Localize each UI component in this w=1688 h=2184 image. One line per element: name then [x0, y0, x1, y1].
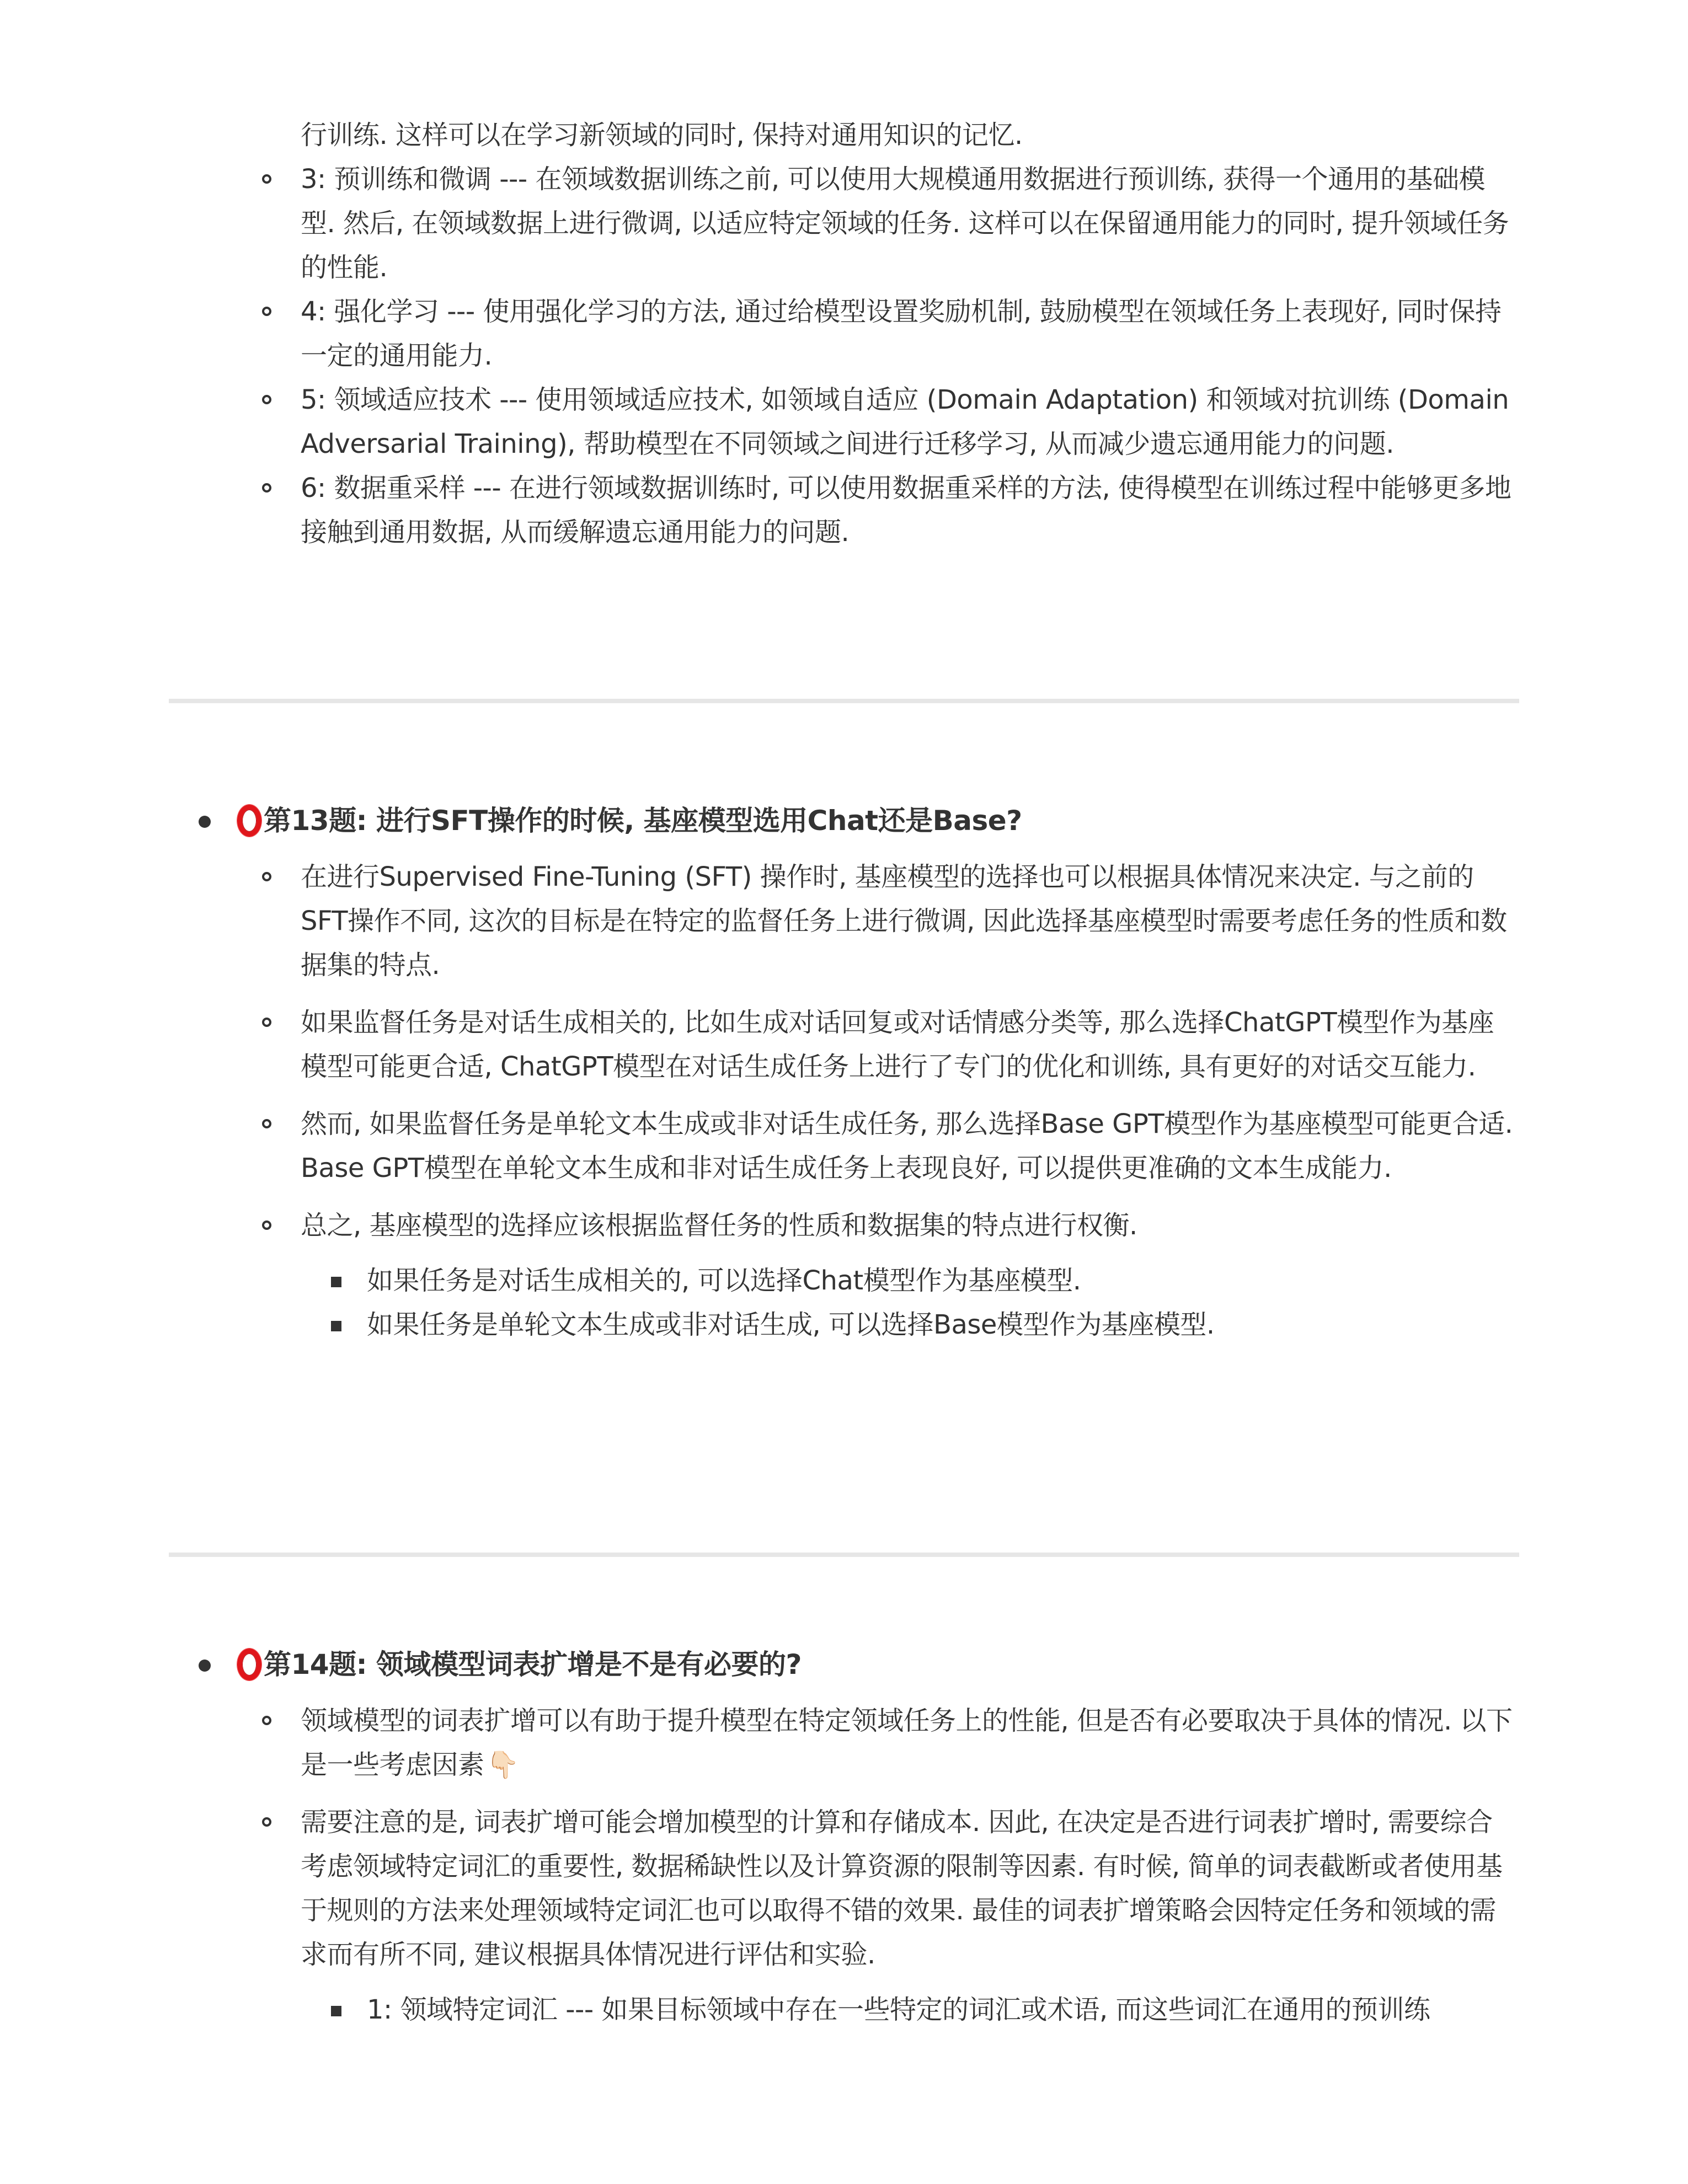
list-item — [301, 157, 1514, 290]
item-text: 3: 预训练和微调 --- 在领域数据训练之前, 可以使用大规模通用数据进行预训练, 获得一个通用的基础模型. 然后, 在领域数据上进行微调, 以适应特定领域的任务. 这样可以在保留通用能力的同时, 提升领域任务的性能. — [301, 164, 1509, 283]
list-item — [301, 1699, 1514, 1787]
question-14-section — [0, 1642, 1688, 2032]
item-text: 需要注意的是, 词表扩增可能会增加模型的计算和存储成本. 因此, 在决定是否进行词表扩增时, 需要综合考虑领域特定词汇的重要性, 数据稀缺性以及计算资源的限制等因素. 有时候, 简单的词表截断或者使用基于规则的方法来处理领域特定词汇也可以取得不错的效果. 最佳的词表扩增策略会因特定任务和领域的需求而有所不同, 建议根据具体情况进行评估和实验. — [301, 1807, 1503, 1970]
circle-bullet-icon — [262, 1817, 271, 1827]
list-item — [301, 1203, 1514, 1248]
sub-list-item — [367, 1259, 1514, 1303]
circle-bullet-icon — [262, 174, 271, 184]
item-text: 6: 数据重采样 --- 在进行领域数据训练时, 可以使用数据重采样的方法, 使得模型在训练过程中能够更多地接触到通用数据, 从而缓解遗忘通用能力的问题. — [301, 473, 1511, 548]
square-bullet-icon — [331, 1321, 341, 1331]
item-text: 然而, 如果监督任务是单轮文本生成或非对话生成任务, 那么选择Base GPT模型作为基座模型可能更合适. Base GPT模型在单轮文本生成和非对话生成任务上表现良好, 可以提供更准确的文本生成能力. — [301, 1109, 1513, 1184]
circle-bullet-icon — [262, 1119, 271, 1128]
question-title: 第14题: 领域模型词表扩增是不是有必要的? — [264, 1648, 802, 1680]
circle-bullet-icon — [262, 483, 271, 493]
horizontal-divider — [169, 1553, 1519, 1557]
question-heading — [237, 799, 1523, 843]
item-text: 领域模型的词表扩增可以有助于提升模型在特定领域任务上的性能, 但是否有必要取决于具体的情况. 以下是一些考虑因素 — [301, 1705, 1513, 1780]
red-circle-icon — [237, 1648, 261, 1680]
item-text: 如果任务是单轮文本生成或非对话生成, 可以选择Base模型作为基座模型. — [367, 1309, 1215, 1340]
sub-list-item — [367, 1988, 1514, 2032]
horizontal-divider — [169, 699, 1519, 703]
list-item — [301, 855, 1514, 987]
circle-bullet-icon — [262, 395, 271, 404]
circle-bullet-icon — [262, 1221, 271, 1230]
pointing-down-hand-icon: 👇🏻 — [486, 1749, 519, 1780]
circle-bullet-icon — [262, 1716, 271, 1725]
item-text: 4: 强化学习 --- 使用强化学习的方法, 通过给模型设置奖励机制, 鼓励模型在领域任务上表现好, 同时保持一定的通用能力. — [301, 296, 1502, 371]
list-item — [301, 466, 1514, 554]
list-item — [301, 1102, 1514, 1190]
red-circle-icon — [237, 805, 261, 837]
circle-bullet-icon — [262, 872, 271, 881]
square-bullet-icon — [331, 2006, 341, 2016]
question-13-section — [0, 799, 1688, 1347]
list-item — [301, 378, 1514, 466]
item-text: 行训练. 这样可以在学习新领域的同时, 保持对通用知识的记忆. — [301, 120, 1023, 151]
disc-bullet-icon — [199, 816, 211, 828]
item-text: 在进行Supervised Fine-Tuning (SFT) 操作时, 基座模型的选择也可以根据具体情况来决定. 与之前的SFT操作不同, 这次的目标是在特定的监督任务上进行微调, 因此选择基座模型时需要考虑任务的性质和数据集的特点. — [301, 861, 1507, 981]
question-title: 第13题: 进行SFT操作的时候, 基座模型选用Chat还是Base? — [264, 805, 1022, 837]
square-bullet-icon — [331, 1277, 341, 1287]
item-text: 总之, 基座模型的选择应该根据监督任务的性质和数据集的特点进行权衡. — [301, 1210, 1137, 1241]
item-text: 5: 领域适应技术 --- 使用领域适应技术, 如领域自适应 (Domain Adaptation) 和领域对抗训练 (Domain Adversarial Training), 帮助模型在不同领域之间进行迁移学习, 从而减少遗忘通用能力的问题. — [301, 384, 1509, 459]
question-heading — [237, 1642, 1523, 1687]
circle-bullet-icon — [262, 307, 271, 316]
item-text: 1: 领域特定词汇 --- 如果目标领域中存在一些特定的词汇或术语, 而这些词汇在通用的预训练 — [367, 1994, 1430, 2025]
item-text: 如果任务是对话生成相关的, 可以选择Chat模型作为基座模型. — [367, 1265, 1081, 1296]
list-item — [301, 290, 1514, 378]
list-item-continuation — [301, 113, 1514, 157]
list-item — [301, 1800, 1514, 1977]
prev-section — [0, 113, 1688, 554]
sub-list-item — [367, 1303, 1514, 1347]
item-text: 如果监督任务是对话生成相关的, 比如生成对话回复或对话情感分类等, 那么选择ChatGPT模型作为基座模型可能更合适, ChatGPT模型在对话生成任务上进行了专门的优化和训练, 具有更好的对话交互能力. — [301, 1007, 1494, 1082]
disc-bullet-icon — [199, 1660, 211, 1672]
circle-bullet-icon — [262, 1018, 271, 1027]
list-item — [301, 1000, 1514, 1089]
